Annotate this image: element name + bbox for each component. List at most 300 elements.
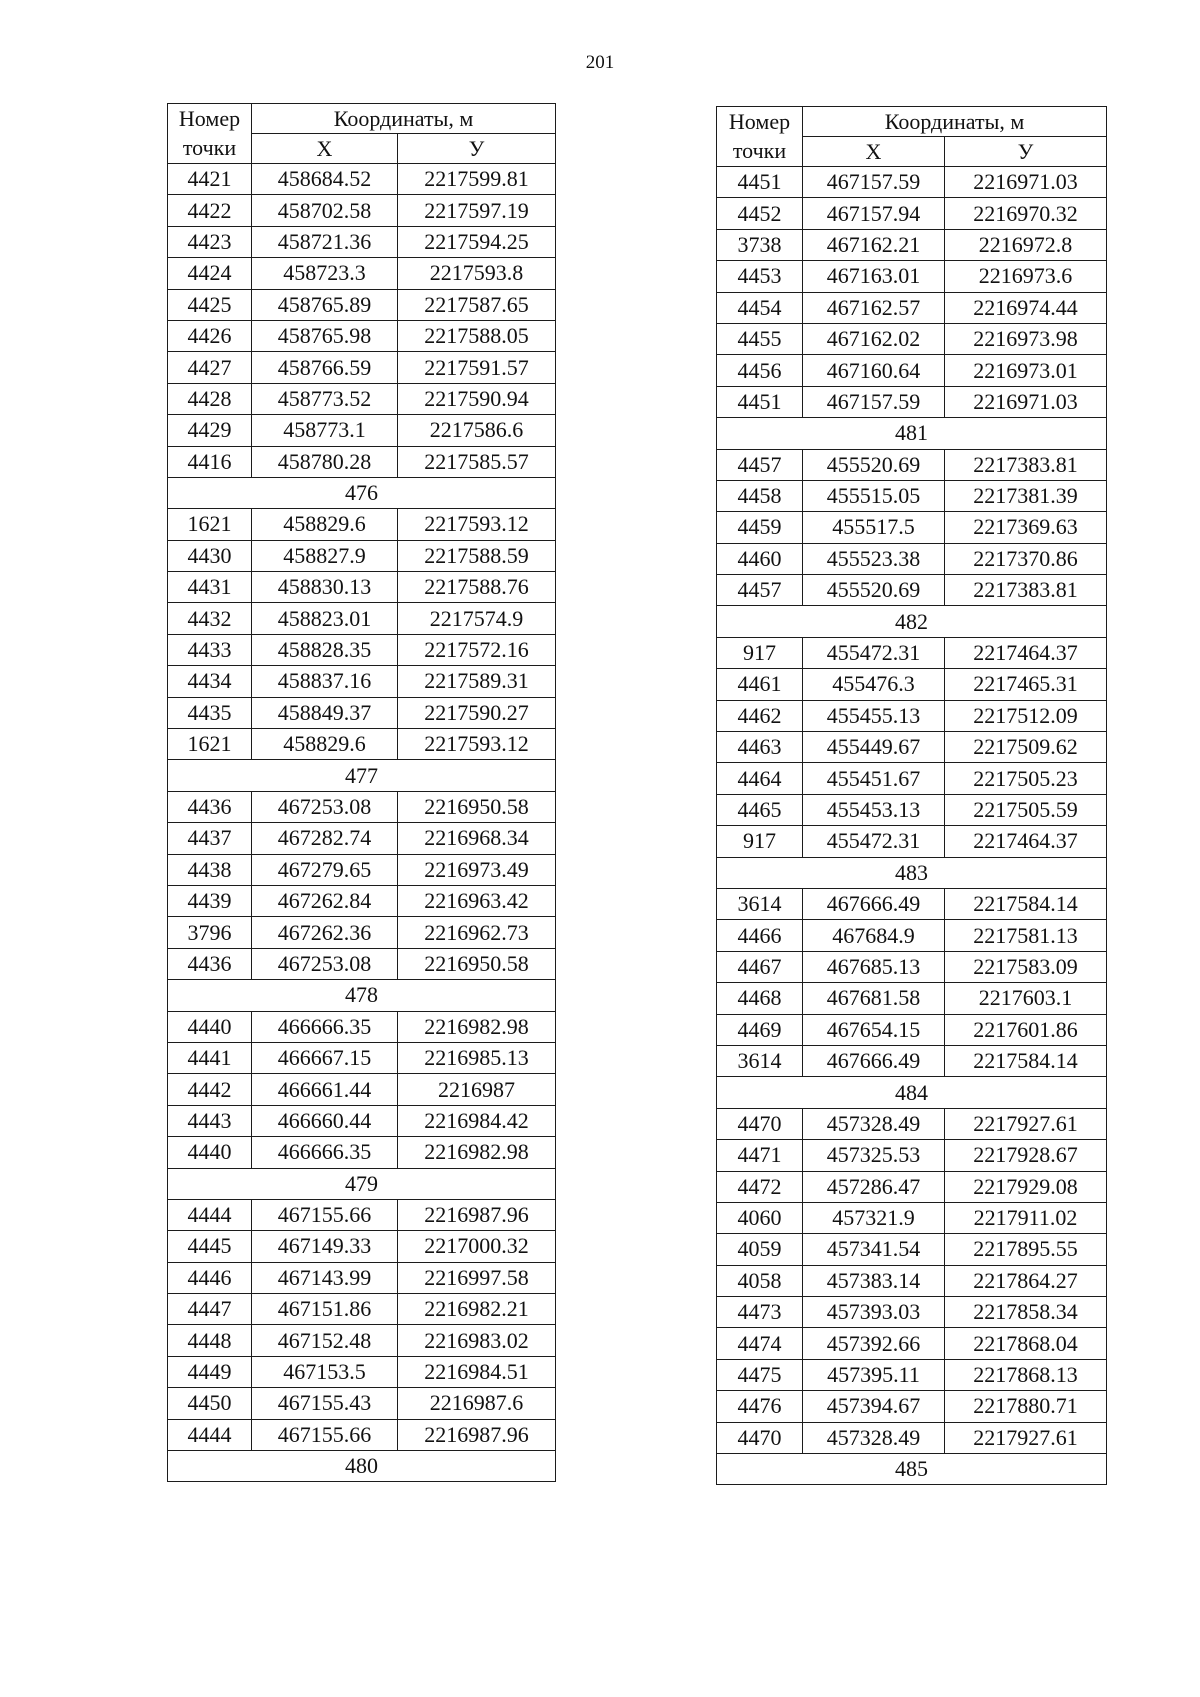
x-coordinate-cell: 466667.15 — [252, 1042, 398, 1073]
group-row — [717, 606, 1107, 637]
table-row — [717, 700, 1107, 731]
point-number-cell: 4059 — [717, 1234, 803, 1265]
group-row — [168, 1451, 556, 1482]
x-coordinate-cell: 467157.59 — [803, 386, 945, 417]
point-number-cell: 3614 — [717, 888, 803, 919]
table-row — [717, 920, 1107, 951]
x-coordinate-cell: 455453.13 — [803, 794, 945, 825]
group-row — [717, 857, 1107, 888]
group-number: 483 — [717, 857, 1107, 888]
table-row — [717, 1045, 1107, 1076]
y-coordinate-cell: 2216983.02 — [398, 1325, 556, 1356]
table-row — [717, 1202, 1107, 1233]
y-coordinate-cell: 2217465.31 — [945, 669, 1107, 700]
x-coordinate-cell: 458837.16 — [252, 666, 398, 697]
point-number-cell: 4444 — [168, 1419, 252, 1450]
point-number-cell: 4424 — [168, 258, 252, 289]
table-row — [168, 258, 556, 289]
y-coordinate-cell: 2217587.65 — [398, 289, 556, 320]
table-row — [717, 1359, 1107, 1390]
y-coordinate-cell: 2217584.14 — [945, 1045, 1107, 1076]
point-number-cell: 4464 — [717, 763, 803, 794]
y-coordinate-cell: 2217581.13 — [945, 920, 1107, 951]
table-row — [717, 386, 1107, 417]
point-number-cell: 4430 — [168, 540, 252, 571]
point-number-cell: 4434 — [168, 666, 252, 697]
group-row — [168, 477, 556, 508]
x-coordinate-cell: 458828.35 — [252, 634, 398, 665]
x-coordinate-cell: 457321.9 — [803, 1202, 945, 1233]
table-row — [717, 1014, 1107, 1045]
table-row — [168, 415, 556, 446]
y-coordinate-cell: 2216987.96 — [398, 1199, 556, 1230]
point-number-cell: 4058 — [717, 1265, 803, 1296]
y-coordinate-cell: 2217383.81 — [945, 449, 1107, 480]
y-coordinate-cell: 2216987.6 — [398, 1388, 556, 1419]
y-coordinate-cell: 2217512.09 — [945, 700, 1107, 731]
y-coordinate-cell: 2216987.96 — [398, 1419, 556, 1450]
table-row — [168, 917, 556, 948]
y-coordinate-cell: 2217927.61 — [945, 1108, 1107, 1139]
x-coordinate-cell: 467160.64 — [803, 355, 945, 386]
x-coordinate-cell: 458684.52 — [252, 164, 398, 195]
y-coordinate-cell: 2217594.25 — [398, 226, 556, 257]
point-number-cell: 4456 — [717, 355, 803, 386]
table-row — [717, 261, 1107, 292]
y-coordinate-cell: 2217588.05 — [398, 320, 556, 351]
y-coordinate-cell: 2216974.44 — [945, 292, 1107, 323]
y-coordinate-cell: 2216950.58 — [398, 948, 556, 979]
point-number-header: Номер — [717, 107, 803, 137]
point-number-cell: 4440 — [168, 1137, 252, 1168]
x-coordinate-cell: 466666.35 — [252, 1011, 398, 1042]
x-coordinate-cell: 458780.28 — [252, 446, 398, 477]
point-number-cell: 4452 — [717, 198, 803, 229]
point-number-cell: 1621 — [168, 729, 252, 760]
x-coordinate-cell: 467162.02 — [803, 323, 945, 354]
y-coordinate-cell: 2217000.32 — [398, 1231, 556, 1262]
point-number-cell: 1621 — [168, 509, 252, 540]
point-number-cell: 4416 — [168, 446, 252, 477]
y-coordinate-cell: 2216971.03 — [945, 167, 1107, 198]
x-coordinate-cell: 467253.08 — [252, 791, 398, 822]
point-number-cell: 4431 — [168, 572, 252, 603]
x-coordinate-cell: 467654.15 — [803, 1014, 945, 1045]
x-coordinate-cell: 467163.01 — [803, 261, 945, 292]
group-row — [168, 760, 556, 791]
y-coordinate-cell: 2217370.86 — [945, 543, 1107, 574]
x-coordinate-cell: 457383.14 — [803, 1265, 945, 1296]
point-number-cell: 3796 — [168, 917, 252, 948]
y-coordinate-cell: 2217593.12 — [398, 729, 556, 760]
group-number: 481 — [717, 418, 1107, 449]
y-coordinate-cell: 2217583.09 — [945, 951, 1107, 982]
x-coordinate-cell: 458830.13 — [252, 572, 398, 603]
table-row — [168, 948, 556, 979]
x-coordinate-cell: 457394.67 — [803, 1391, 945, 1422]
point-number-cell: 3614 — [717, 1045, 803, 1076]
y-coordinate-cell: 2217381.39 — [945, 480, 1107, 511]
point-number-cell: 4446 — [168, 1262, 252, 1293]
table-row — [168, 509, 556, 540]
y-coordinate-cell: 2216971.03 — [945, 386, 1107, 417]
x-coordinate-cell: 467262.36 — [252, 917, 398, 948]
table-row — [168, 540, 556, 571]
point-number-cell: 4461 — [717, 669, 803, 700]
point-number-cell: 4465 — [717, 794, 803, 825]
table-row — [168, 823, 556, 854]
y-coordinate-cell: 2216997.58 — [398, 1262, 556, 1293]
y-coordinate-cell: 2216973.6 — [945, 261, 1107, 292]
y-coordinate-cell: 2217895.55 — [945, 1234, 1107, 1265]
point-number-cell: 4466 — [717, 920, 803, 951]
table-row — [717, 543, 1107, 574]
point-number-cell: 4463 — [717, 732, 803, 763]
point-number-cell: 4449 — [168, 1356, 252, 1387]
y-coordinate-cell: 2217593.12 — [398, 509, 556, 540]
point-number-cell: 4462 — [717, 700, 803, 731]
y-coordinate-cell: 2217868.04 — [945, 1328, 1107, 1359]
y-coordinate-cell: 2217603.1 — [945, 983, 1107, 1014]
point-number-cell: 4429 — [168, 415, 252, 446]
coordinates-header: Координаты, м — [803, 107, 1107, 137]
table-row — [168, 164, 556, 195]
point-number-cell: 4441 — [168, 1042, 252, 1073]
group-number: 479 — [168, 1168, 556, 1199]
table-row — [717, 449, 1107, 480]
y-coordinate-cell: 2216973.49 — [398, 854, 556, 885]
table-row — [717, 983, 1107, 1014]
x-coordinate-cell: 466660.44 — [252, 1105, 398, 1136]
y-coordinate-cell: 2217574.9 — [398, 603, 556, 634]
table-row — [168, 1231, 556, 1262]
table-row — [168, 1074, 556, 1105]
group-number: 480 — [168, 1451, 556, 1482]
table-row — [168, 1388, 556, 1419]
x-coordinate-cell: 455449.67 — [803, 732, 945, 763]
table-row — [168, 1105, 556, 1136]
y-coordinate-cell: 2217927.61 — [945, 1422, 1107, 1453]
point-number-cell: 4426 — [168, 320, 252, 351]
y-coordinate-cell: 2216982.98 — [398, 1011, 556, 1042]
point-number-cell: 4427 — [168, 352, 252, 383]
table-row — [168, 634, 556, 665]
point-number-cell: 917 — [717, 826, 803, 857]
table-row — [717, 292, 1107, 323]
y-coordinate-cell: 2216968.34 — [398, 823, 556, 854]
table-row — [168, 1042, 556, 1073]
group-number: 476 — [168, 477, 556, 508]
page-number: 201 — [585, 52, 615, 73]
y-coordinate-cell: 2217464.37 — [945, 637, 1107, 668]
x-coordinate-cell: 467253.08 — [252, 948, 398, 979]
point-number-cell: 4445 — [168, 1231, 252, 1262]
x-coordinate-cell: 467681.58 — [803, 983, 945, 1014]
x-coordinate-cell: 455472.31 — [803, 826, 945, 857]
table-row — [717, 1265, 1107, 1296]
point-number-cell: 4450 — [168, 1388, 252, 1419]
y-coordinate-cell: 2217911.02 — [945, 1202, 1107, 1233]
y-coordinate-cell: 2217864.27 — [945, 1265, 1107, 1296]
table-row — [717, 637, 1107, 668]
table-row — [717, 323, 1107, 354]
group-number: 477 — [168, 760, 556, 791]
table-row — [717, 763, 1107, 794]
table-header-row — [717, 107, 1107, 137]
point-number-cell: 917 — [717, 637, 803, 668]
y-coordinate-cell: 2216984.42 — [398, 1105, 556, 1136]
table-row — [168, 1011, 556, 1042]
table-row — [168, 572, 556, 603]
x-coordinate-cell: 467155.66 — [252, 1199, 398, 1230]
table-subheader-row — [168, 134, 556, 164]
y-coordinate-cell: 2217369.63 — [945, 512, 1107, 543]
y-coordinate-cell: 2217584.14 — [945, 888, 1107, 919]
group-number: 478 — [168, 980, 556, 1011]
x-coordinate-cell: 457341.54 — [803, 1234, 945, 1265]
point-number-cell: 4467 — [717, 951, 803, 982]
y-coordinate-cell: 2216950.58 — [398, 791, 556, 822]
x-coordinate-cell: 467153.5 — [252, 1356, 398, 1387]
table-row — [717, 575, 1107, 606]
x-coordinate-cell: 457325.53 — [803, 1140, 945, 1171]
point-number-cell: 4471 — [717, 1140, 803, 1171]
point-number-cell: 4447 — [168, 1294, 252, 1325]
point-number-cell: 4454 — [717, 292, 803, 323]
table-row — [168, 1262, 556, 1293]
y-coordinate-cell: 2217599.81 — [398, 164, 556, 195]
x-coordinate-cell: 458723.3 — [252, 258, 398, 289]
x-column-header: X — [803, 137, 945, 167]
point-number-cell: 4472 — [717, 1171, 803, 1202]
y-coordinate-cell: 2217505.23 — [945, 763, 1107, 794]
point-number-cell: 4436 — [168, 948, 252, 979]
table-row — [717, 1234, 1107, 1265]
table-row — [168, 446, 556, 477]
group-row — [717, 1077, 1107, 1108]
group-row — [168, 980, 556, 1011]
point-number-cell: 4436 — [168, 791, 252, 822]
point-number-cell: 4422 — [168, 195, 252, 226]
point-number-cell: 4451 — [717, 386, 803, 417]
table-row — [168, 320, 556, 351]
point-number-cell: 4438 — [168, 854, 252, 885]
y-coordinate-cell: 2217589.31 — [398, 666, 556, 697]
table-subheader-row — [717, 137, 1107, 167]
y-coordinate-cell: 2217591.57 — [398, 352, 556, 383]
table-row — [168, 1294, 556, 1325]
y-coordinate-cell: 2217593.8 — [398, 258, 556, 289]
y-coordinate-cell: 2216973.98 — [945, 323, 1107, 354]
point-number-cell: 4435 — [168, 697, 252, 728]
point-number-cell: 4421 — [168, 164, 252, 195]
point-number-cell: 4458 — [717, 480, 803, 511]
point-number-cell: 4453 — [717, 261, 803, 292]
table-row — [168, 603, 556, 634]
point-number-cell: 4457 — [717, 449, 803, 480]
table-row — [168, 885, 556, 916]
x-coordinate-cell: 467666.49 — [803, 888, 945, 919]
y-coordinate-cell: 2216982.21 — [398, 1294, 556, 1325]
table-row — [717, 732, 1107, 763]
y-coordinate-cell: 2217880.71 — [945, 1391, 1107, 1422]
y-coordinate-cell: 2216984.51 — [398, 1356, 556, 1387]
point-number-header-line2: точки — [168, 134, 252, 164]
y-coordinate-cell: 2217590.27 — [398, 697, 556, 728]
point-number-cell: 4440 — [168, 1011, 252, 1042]
y-coordinate-cell: 2216982.98 — [398, 1137, 556, 1168]
y-coordinate-cell: 2217572.16 — [398, 634, 556, 665]
y-coordinate-cell: 2217505.59 — [945, 794, 1107, 825]
x-coordinate-cell: 455520.69 — [803, 575, 945, 606]
point-number-header-line2: точки — [717, 137, 803, 167]
x-coordinate-cell: 457328.49 — [803, 1108, 945, 1139]
group-row — [717, 1454, 1107, 1485]
x-coordinate-cell: 458823.01 — [252, 603, 398, 634]
table-row — [168, 1325, 556, 1356]
table-row — [717, 1140, 1107, 1171]
table-body-right — [717, 167, 1107, 1485]
x-coordinate-cell: 458849.37 — [252, 697, 398, 728]
x-coordinate-cell: 467162.57 — [803, 292, 945, 323]
point-number-cell: 4442 — [168, 1074, 252, 1105]
x-coordinate-cell: 458773.52 — [252, 383, 398, 414]
point-number-cell: 4476 — [717, 1391, 803, 1422]
table-row — [168, 666, 556, 697]
point-number-cell: 4428 — [168, 383, 252, 414]
x-coordinate-cell: 458766.59 — [252, 352, 398, 383]
table-row — [717, 669, 1107, 700]
point-number-cell: 4457 — [717, 575, 803, 606]
x-column-header: X — [252, 134, 398, 164]
x-coordinate-cell: 458765.89 — [252, 289, 398, 320]
x-coordinate-cell: 467685.13 — [803, 951, 945, 982]
y-coordinate-cell: 2216985.13 — [398, 1042, 556, 1073]
y-coordinate-cell: 2217383.81 — [945, 575, 1107, 606]
group-number: 482 — [717, 606, 1107, 637]
table-row — [717, 512, 1107, 543]
y-coordinate-cell: 2216963.42 — [398, 885, 556, 916]
y-coordinate-cell: 2217601.86 — [945, 1014, 1107, 1045]
x-coordinate-cell: 467157.94 — [803, 198, 945, 229]
group-row — [168, 1168, 556, 1199]
point-number-cell: 4425 — [168, 289, 252, 320]
point-number-cell: 4423 — [168, 226, 252, 257]
point-number-cell: 4437 — [168, 823, 252, 854]
group-number: 484 — [717, 1077, 1107, 1108]
y-coordinate-cell: 2216970.32 — [945, 198, 1107, 229]
x-coordinate-cell: 458702.58 — [252, 195, 398, 226]
x-coordinate-cell: 467151.86 — [252, 1294, 398, 1325]
x-coordinate-cell: 458827.9 — [252, 540, 398, 571]
table-row — [168, 1199, 556, 1230]
y-coordinate-cell: 2216987 — [398, 1074, 556, 1105]
table-row — [717, 951, 1107, 982]
y-column-header: У — [945, 137, 1107, 167]
group-row — [717, 418, 1107, 449]
table-row — [717, 826, 1107, 857]
x-coordinate-cell: 457392.66 — [803, 1328, 945, 1359]
point-number-cell: 4473 — [717, 1297, 803, 1328]
x-coordinate-cell: 466666.35 — [252, 1137, 398, 1168]
table-row — [168, 729, 556, 760]
y-coordinate-cell: 2217509.62 — [945, 732, 1107, 763]
point-number-cell: 4470 — [717, 1108, 803, 1139]
y-coordinate-cell: 2217590.94 — [398, 383, 556, 414]
x-coordinate-cell: 467152.48 — [252, 1325, 398, 1356]
table-row — [168, 1356, 556, 1387]
table-row — [168, 1419, 556, 1450]
point-number-cell: 4474 — [717, 1328, 803, 1359]
x-coordinate-cell: 457393.03 — [803, 1297, 945, 1328]
table-row — [717, 198, 1107, 229]
table-row — [168, 791, 556, 822]
y-coordinate-cell: 2217586.6 — [398, 415, 556, 446]
point-number-cell: 4448 — [168, 1325, 252, 1356]
x-coordinate-cell: 455523.38 — [803, 543, 945, 574]
x-coordinate-cell: 467262.84 — [252, 885, 398, 916]
coordinates-table-right — [716, 106, 1107, 1485]
table-row — [717, 355, 1107, 386]
y-coordinate-cell: 2217588.59 — [398, 540, 556, 571]
x-coordinate-cell: 455517.5 — [803, 512, 945, 543]
point-number-cell: 4439 — [168, 885, 252, 916]
y-coordinate-cell: 2217588.76 — [398, 572, 556, 603]
table-row — [717, 1297, 1107, 1328]
y-coordinate-cell: 2217858.34 — [945, 1297, 1107, 1328]
x-coordinate-cell: 458773.1 — [252, 415, 398, 446]
y-coordinate-cell: 2217597.19 — [398, 195, 556, 226]
y-coordinate-cell: 2217868.13 — [945, 1359, 1107, 1390]
point-number-cell: 4444 — [168, 1199, 252, 1230]
x-coordinate-cell: 457328.49 — [803, 1422, 945, 1453]
table-row — [168, 697, 556, 728]
table-row — [168, 1137, 556, 1168]
point-number-cell: 4459 — [717, 512, 803, 543]
x-coordinate-cell: 455515.05 — [803, 480, 945, 511]
table-row — [168, 352, 556, 383]
y-coordinate-cell: 2217929.08 — [945, 1171, 1107, 1202]
point-number-cell: 4433 — [168, 634, 252, 665]
x-coordinate-cell: 458721.36 — [252, 226, 398, 257]
y-coordinate-cell: 2216973.01 — [945, 355, 1107, 386]
point-number-cell: 4451 — [717, 167, 803, 198]
table-body-left — [168, 164, 556, 1482]
x-coordinate-cell: 458829.6 — [252, 509, 398, 540]
x-coordinate-cell: 455472.31 — [803, 637, 945, 668]
table-row — [168, 195, 556, 226]
point-number-cell: 4469 — [717, 1014, 803, 1045]
point-number-header: Номер — [168, 104, 252, 134]
table-row — [168, 289, 556, 320]
point-number-cell: 4468 — [717, 983, 803, 1014]
x-coordinate-cell: 467282.74 — [252, 823, 398, 854]
x-coordinate-cell: 458765.98 — [252, 320, 398, 351]
x-coordinate-cell: 467155.43 — [252, 1388, 398, 1419]
point-number-cell: 4460 — [717, 543, 803, 574]
table-row — [717, 1422, 1107, 1453]
table-row — [717, 888, 1107, 919]
x-coordinate-cell: 467155.66 — [252, 1419, 398, 1450]
y-coordinate-cell: 2216962.73 — [398, 917, 556, 948]
x-coordinate-cell: 457395.11 — [803, 1359, 945, 1390]
table-header-row — [168, 104, 556, 134]
coordinates-table-left — [167, 103, 556, 1482]
y-coordinate-cell: 2216972.8 — [945, 229, 1107, 260]
x-coordinate-cell: 467666.49 — [803, 1045, 945, 1076]
point-number-cell: 4060 — [717, 1202, 803, 1233]
table-row — [717, 480, 1107, 511]
